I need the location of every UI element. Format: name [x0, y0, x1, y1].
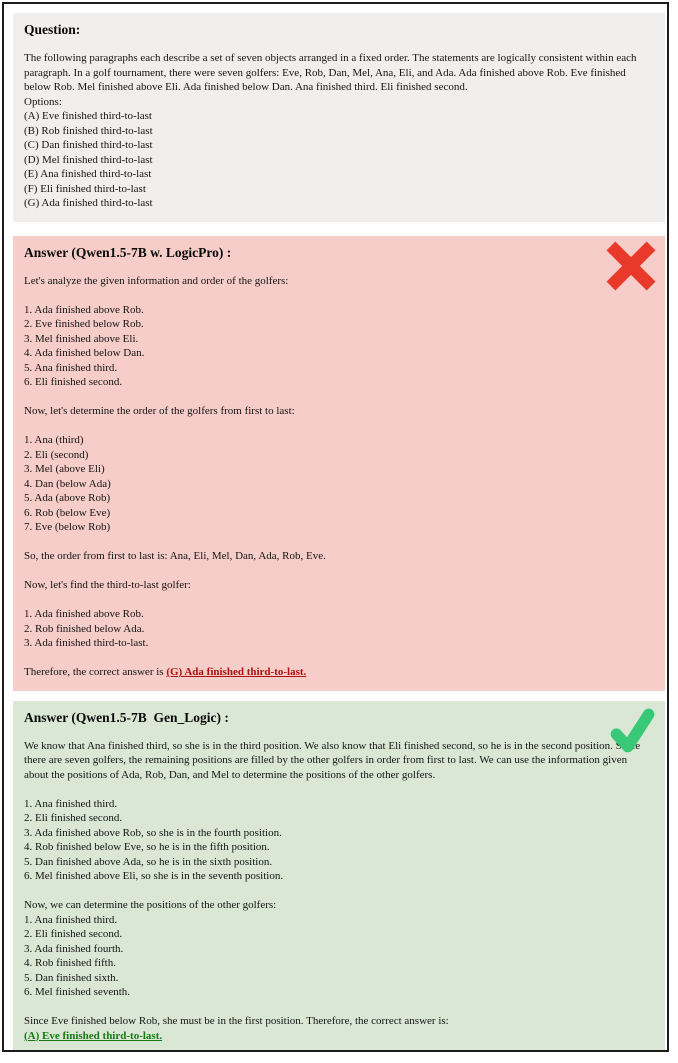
- text-line: 2. Eli finished second.: [24, 812, 123, 824]
- text-line: 5. Dan finished sixth.: [24, 971, 119, 984]
- options-label: Options:: [24, 95, 62, 108]
- text-line: 7. Eve (below Rob): [24, 521, 111, 533]
- text-line: 1. Ana finished third.: [24, 913, 118, 926]
- wrong-conclusion-prefix: Therefore, the correct answer is: [24, 666, 167, 678]
- text-line: 2. Eli finished second.: [24, 928, 123, 940]
- wrong-answer-conclusion: [24, 665, 654, 680]
- text-line: (D) Mel finished third-to-last: [24, 153, 153, 166]
- text-line: 4. Dan (below Ada): [24, 477, 111, 490]
- text-line: 1. Ada finished above Rob.: [24, 303, 144, 316]
- question-section: [13, 13, 665, 222]
- text-line: 3. Mel (above Eli): [24, 463, 105, 475]
- text-line: 1. Ada finished above Rob.: [24, 608, 144, 620]
- text-line: (C) Dan finished third-to-last: [24, 139, 153, 151]
- wrong-answer-title: Answer (Qwen1.5-7B w. LogicPro) :: [24, 244, 232, 260]
- text-line: [24, 884, 654, 899]
- text-line: 6. Mel finished seventh.: [24, 986, 131, 998]
- text-line: (G) Ada finished third-to-last: [24, 197, 153, 209]
- correct-final-answer: (A) Eve finished third-to-last.: [24, 1029, 163, 1042]
- text-line: 3. Ada finished fourth.: [24, 942, 124, 955]
- correct-answer-lines: [24, 739, 654, 1029]
- figure-frame: [2, 2, 669, 1052]
- text-line: 3. Ada finished above Rob, so she is in the fourth position.: [24, 826, 282, 839]
- correct-answer-title: Answer (Qwen1.5-7B Gen_Logic) :: [24, 709, 229, 725]
- text-line: [24, 651, 654, 666]
- text-line: (E) Ana finished third-to-last: [24, 168, 152, 180]
- text-line: 2. Eli (second): [24, 448, 89, 461]
- text-line: [24, 288, 654, 303]
- text-line: Let's analyze the given information and order of the golfers:: [24, 274, 289, 287]
- text-line: [24, 782, 654, 797]
- text-line: 5. Dan finished above Ada, so he is in the sixth position.: [24, 855, 273, 868]
- text-line: We know that Ana finished third, so she is in the third position. We also know that Eli finished second, so he is in the second position. Since there are seven golfers, the remaining positions are filled by the other golfers in order from first to last. We can use the information given about the positions of Ada, Rob, Dan, and Mel to determine the positions of the other golfers.: [24, 739, 643, 781]
- text-line: (A) Eve finished third-to-last: [24, 110, 152, 122]
- text-line: Now, we can determine the positions of the other golfers:: [24, 899, 277, 911]
- question-body: The following paragraphs each describe a set of seven objects arranged in a fixed order. The statements are logically consistent within each paragraph. In a golf tournament, there were seven golfers: Eve, Rob, Dan, Mel, Ana, Eli, and Ada. Ada finished above Rob. Eve finished below Rob. Mel finished above Eli. Ada finished below Dan. Ana finished third. Eli finished second.: [24, 52, 640, 93]
- text-line: 6. Mel finished above Eli, so she is in the seventh position.: [24, 870, 284, 882]
- text-line: 5. Ana finished third.: [24, 361, 118, 374]
- text-line: So, the order from first to last is: Ana, Eli, Mel, Dan, Ada, Rob, Eve.: [24, 550, 326, 562]
- text-line: (F) Eli finished third-to-last: [24, 182, 146, 195]
- check-icon: [607, 705, 657, 757]
- text-line: [24, 564, 654, 579]
- text-line: 2. Rob finished below Ada.: [24, 622, 145, 635]
- wrong-final-answer: (G) Ada finished third-to-last.: [166, 666, 307, 678]
- text-line: Now, let's find the third-to-last golfer:: [24, 579, 191, 591]
- text-line: 1. Ana finished third.: [24, 797, 118, 810]
- text-line: [24, 390, 654, 405]
- text-line: 4. Rob finished fifth.: [24, 957, 116, 969]
- text-line: Since Eve finished below Rob, she must be in the first position. Therefore, the correct answer is:: [24, 1015, 449, 1027]
- text-line: [24, 419, 654, 434]
- text-line: 3. Mel finished above Eli.: [24, 332, 139, 345]
- text-line: [24, 1000, 654, 1015]
- text-line: 4. Ada finished below Dan.: [24, 347, 145, 359]
- text-line: Now, let's determine the order of the golfers from first to last:: [24, 405, 295, 417]
- text-line: 6. Eli finished second.: [24, 376, 123, 388]
- question-title: Question:: [24, 22, 81, 37]
- text-line: [24, 593, 654, 608]
- text-line: [24, 535, 654, 550]
- text-line: 2. Eve finished below Rob.: [24, 318, 144, 330]
- text-line: 1. Ana (third): [24, 434, 84, 446]
- text-line: (B) Rob finished third-to-last: [24, 124, 153, 137]
- text-line: 4. Rob finished below Eve, so he is in the fifth position.: [24, 841, 270, 853]
- options-list: [24, 109, 654, 211]
- cross-icon: [606, 239, 656, 293]
- text-line: 5. Ada (above Rob): [24, 492, 111, 504]
- text-line: 3. Ada finished third-to-last.: [24, 637, 149, 649]
- wrong-answer-lines: [24, 274, 654, 666]
- correct-answer-section: [13, 701, 665, 1053]
- wrong-answer-section: [13, 236, 665, 691]
- text-line: 6. Rob (below Eve): [24, 506, 111, 519]
